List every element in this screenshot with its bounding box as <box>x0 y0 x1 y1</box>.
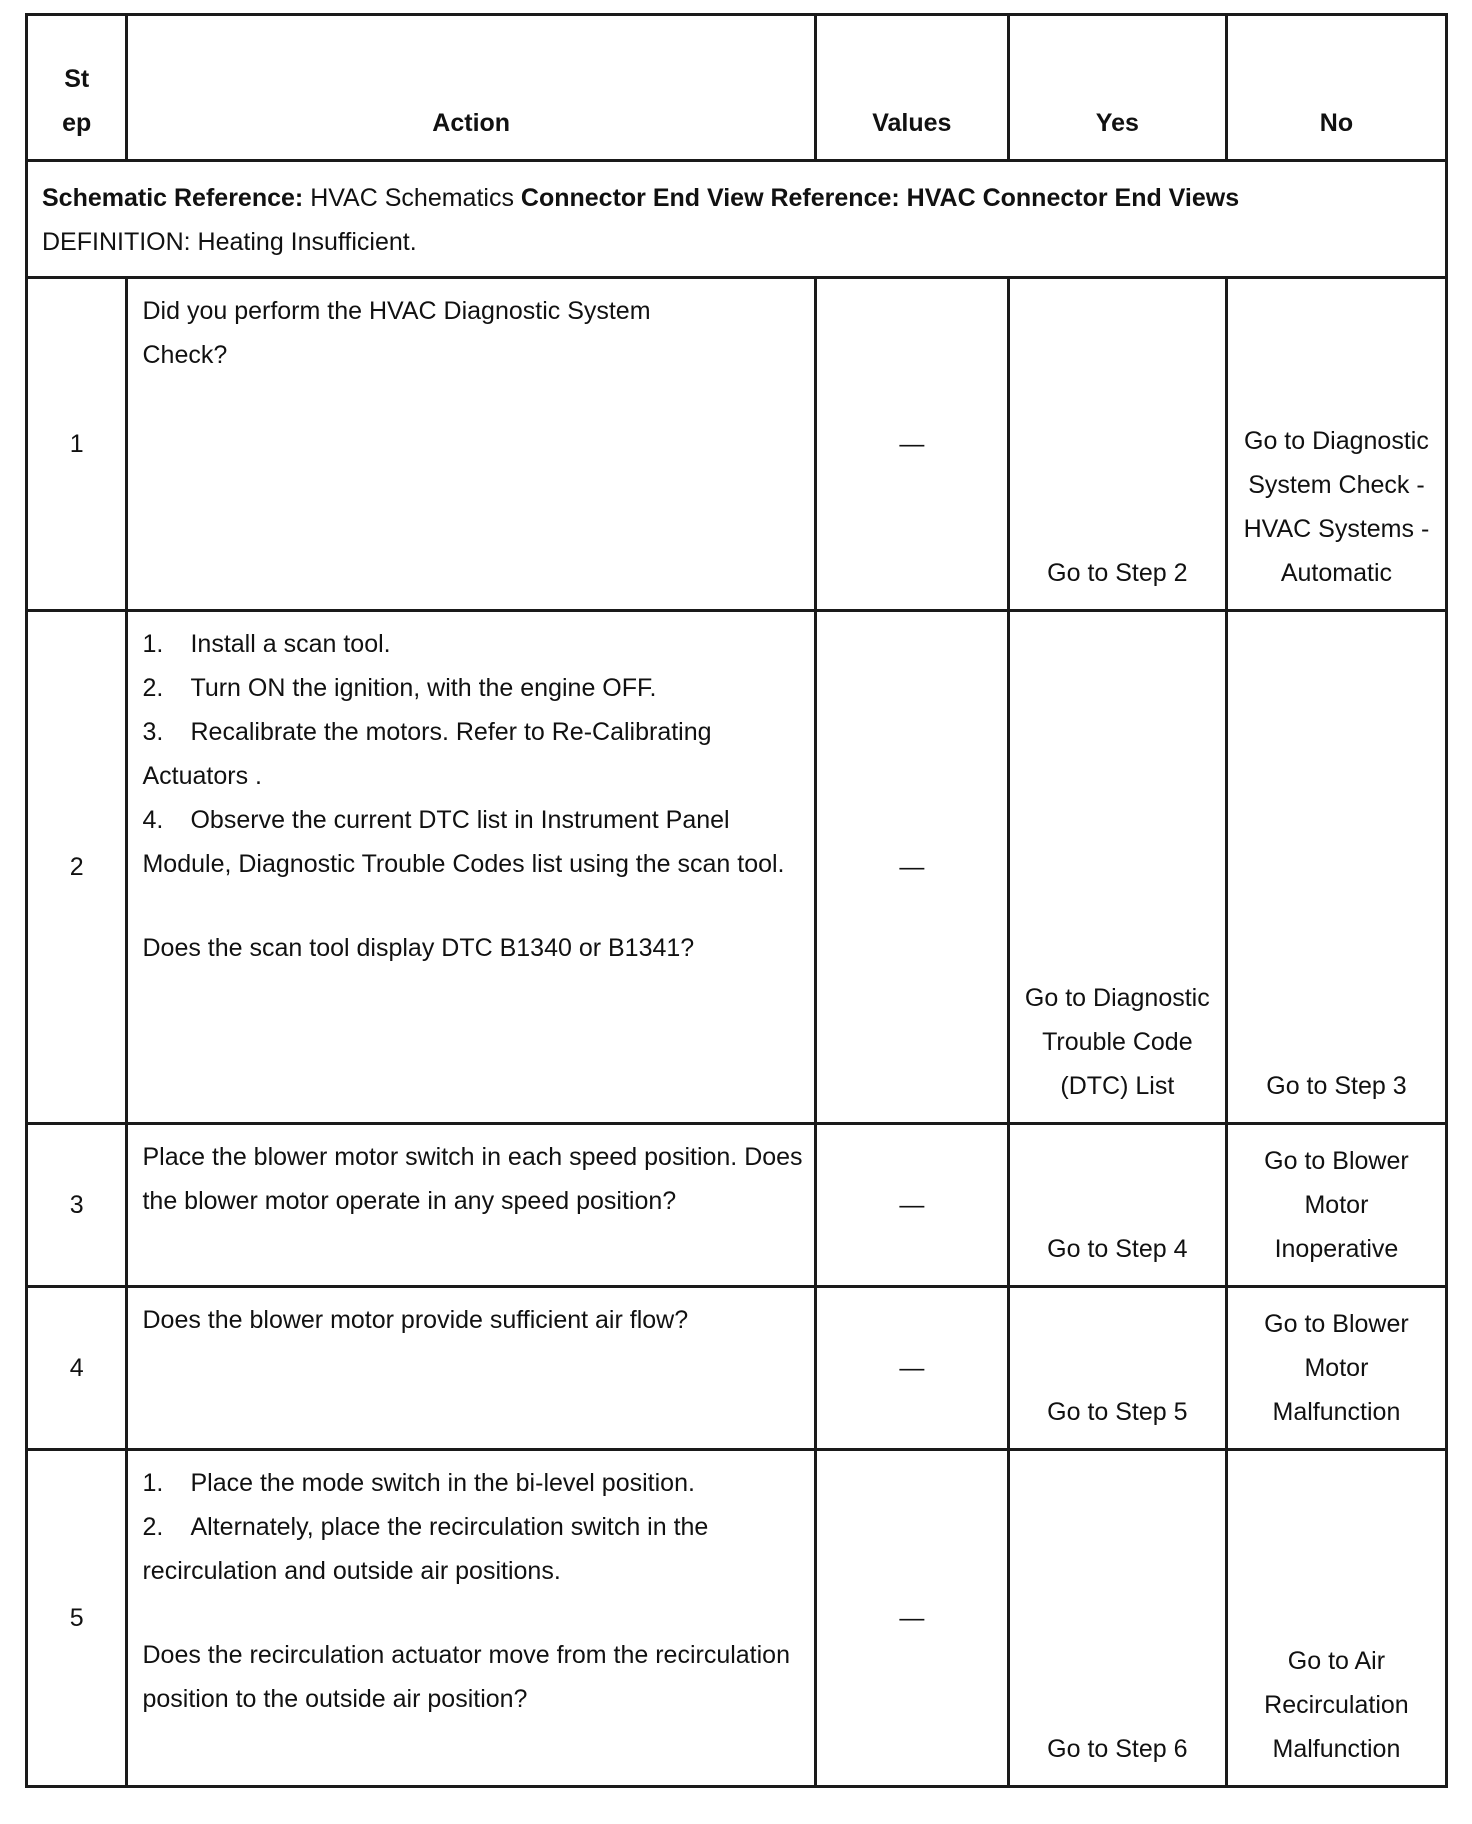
yes-link[interactable]: Go to Step 4 <box>1008 1124 1226 1287</box>
no-link[interactable]: Go to Blower Motor Inoperative <box>1226 1124 1446 1287</box>
step-number: 3 <box>27 1124 127 1287</box>
step-number: 1 <box>27 278 127 611</box>
diagnostic-table <box>25 13 1448 1788</box>
header-no: No <box>1226 15 1446 161</box>
no-link[interactable]: Go to Diagnostic System Check - HVAC Systems - Automatic <box>1226 278 1446 611</box>
no-link[interactable]: Go to Step 3 <box>1226 611 1446 1124</box>
table-row <box>27 1450 1447 1787</box>
header-values: Values <box>815 15 1008 161</box>
list-item: 2. Turn ON the ignition, with the engine OFF. <box>142 674 657 702</box>
list-item: 1. Place the mode switch in the bi-level position. <box>142 1469 695 1497</box>
no-link[interactable]: Go to Blower Motor Malfunction <box>1226 1287 1446 1450</box>
action-cell <box>127 1450 815 1787</box>
header-row <box>27 15 1447 161</box>
value-cell: — <box>815 1450 1008 1787</box>
value-cell: — <box>815 611 1008 1124</box>
yes-link[interactable]: Go to Step 2 <box>1008 278 1226 611</box>
yes-link[interactable]: Go to Step 5 <box>1008 1287 1226 1450</box>
list-item: 4. Observe the current DTC list in Instrument Panel Module, Diagnostic Trouble Codes list using the scan tool. <box>142 806 785 878</box>
action-cell: Place the blower motor switch in each speed position. Does the blower motor operate in any speed position? <box>127 1124 815 1287</box>
reference-cell <box>27 161 1447 278</box>
list-item: 2. Alternately, place the recirculation switch in the recirculation and outside air positions. <box>142 1513 716 1585</box>
table-row <box>27 1124 1447 1287</box>
value-cell: — <box>815 1287 1008 1450</box>
definition-text: DEFINITION: Heating Insufficient. <box>42 228 417 256</box>
table-row <box>27 611 1447 1124</box>
action-cell <box>127 611 815 1124</box>
list-item: 3. Recalibrate the motors. Refer to Re-Calibrating Actuators . <box>142 718 718 790</box>
header-yes: Yes <box>1008 15 1226 161</box>
reference-row <box>27 161 1447 278</box>
connector-reference[interactable]: Connector End View Reference: HVAC Connector End Views <box>520 184 1240 212</box>
schematic-reference-label: Schematic Reference: <box>42 184 304 212</box>
table-row <box>27 1287 1447 1450</box>
step-number: 4 <box>27 1287 127 1450</box>
yes-link[interactable]: Go to Step 6 <box>1008 1450 1226 1787</box>
header-step: St ep <box>27 15 127 161</box>
yes-link[interactable]: Go to Diagnostic Trouble Code (DTC) List <box>1008 611 1226 1124</box>
step-number: 5 <box>27 1450 127 1787</box>
table-row <box>27 278 1447 611</box>
step-number: 2 <box>27 611 127 1124</box>
question-text: Does the scan tool display DTC B1340 or B1341? <box>142 934 695 962</box>
header-action: Action <box>127 15 815 161</box>
value-cell: — <box>815 1124 1008 1287</box>
value-cell: — <box>815 278 1008 611</box>
action-cell: Did you perform the HVAC Diagnostic System Check? <box>127 278 815 611</box>
schematic-reference-link[interactable]: HVAC Schematics <box>310 184 514 212</box>
list-item: 1. Install a scan tool. <box>142 630 391 658</box>
question-text: Does the recirculation actuator move from the recirculation position to the outside air position? <box>142 1641 797 1713</box>
action-cell: Does the blower motor provide sufficient air flow? <box>127 1287 815 1450</box>
no-link[interactable]: Go to Air Recirculation Malfunction <box>1226 1450 1446 1787</box>
